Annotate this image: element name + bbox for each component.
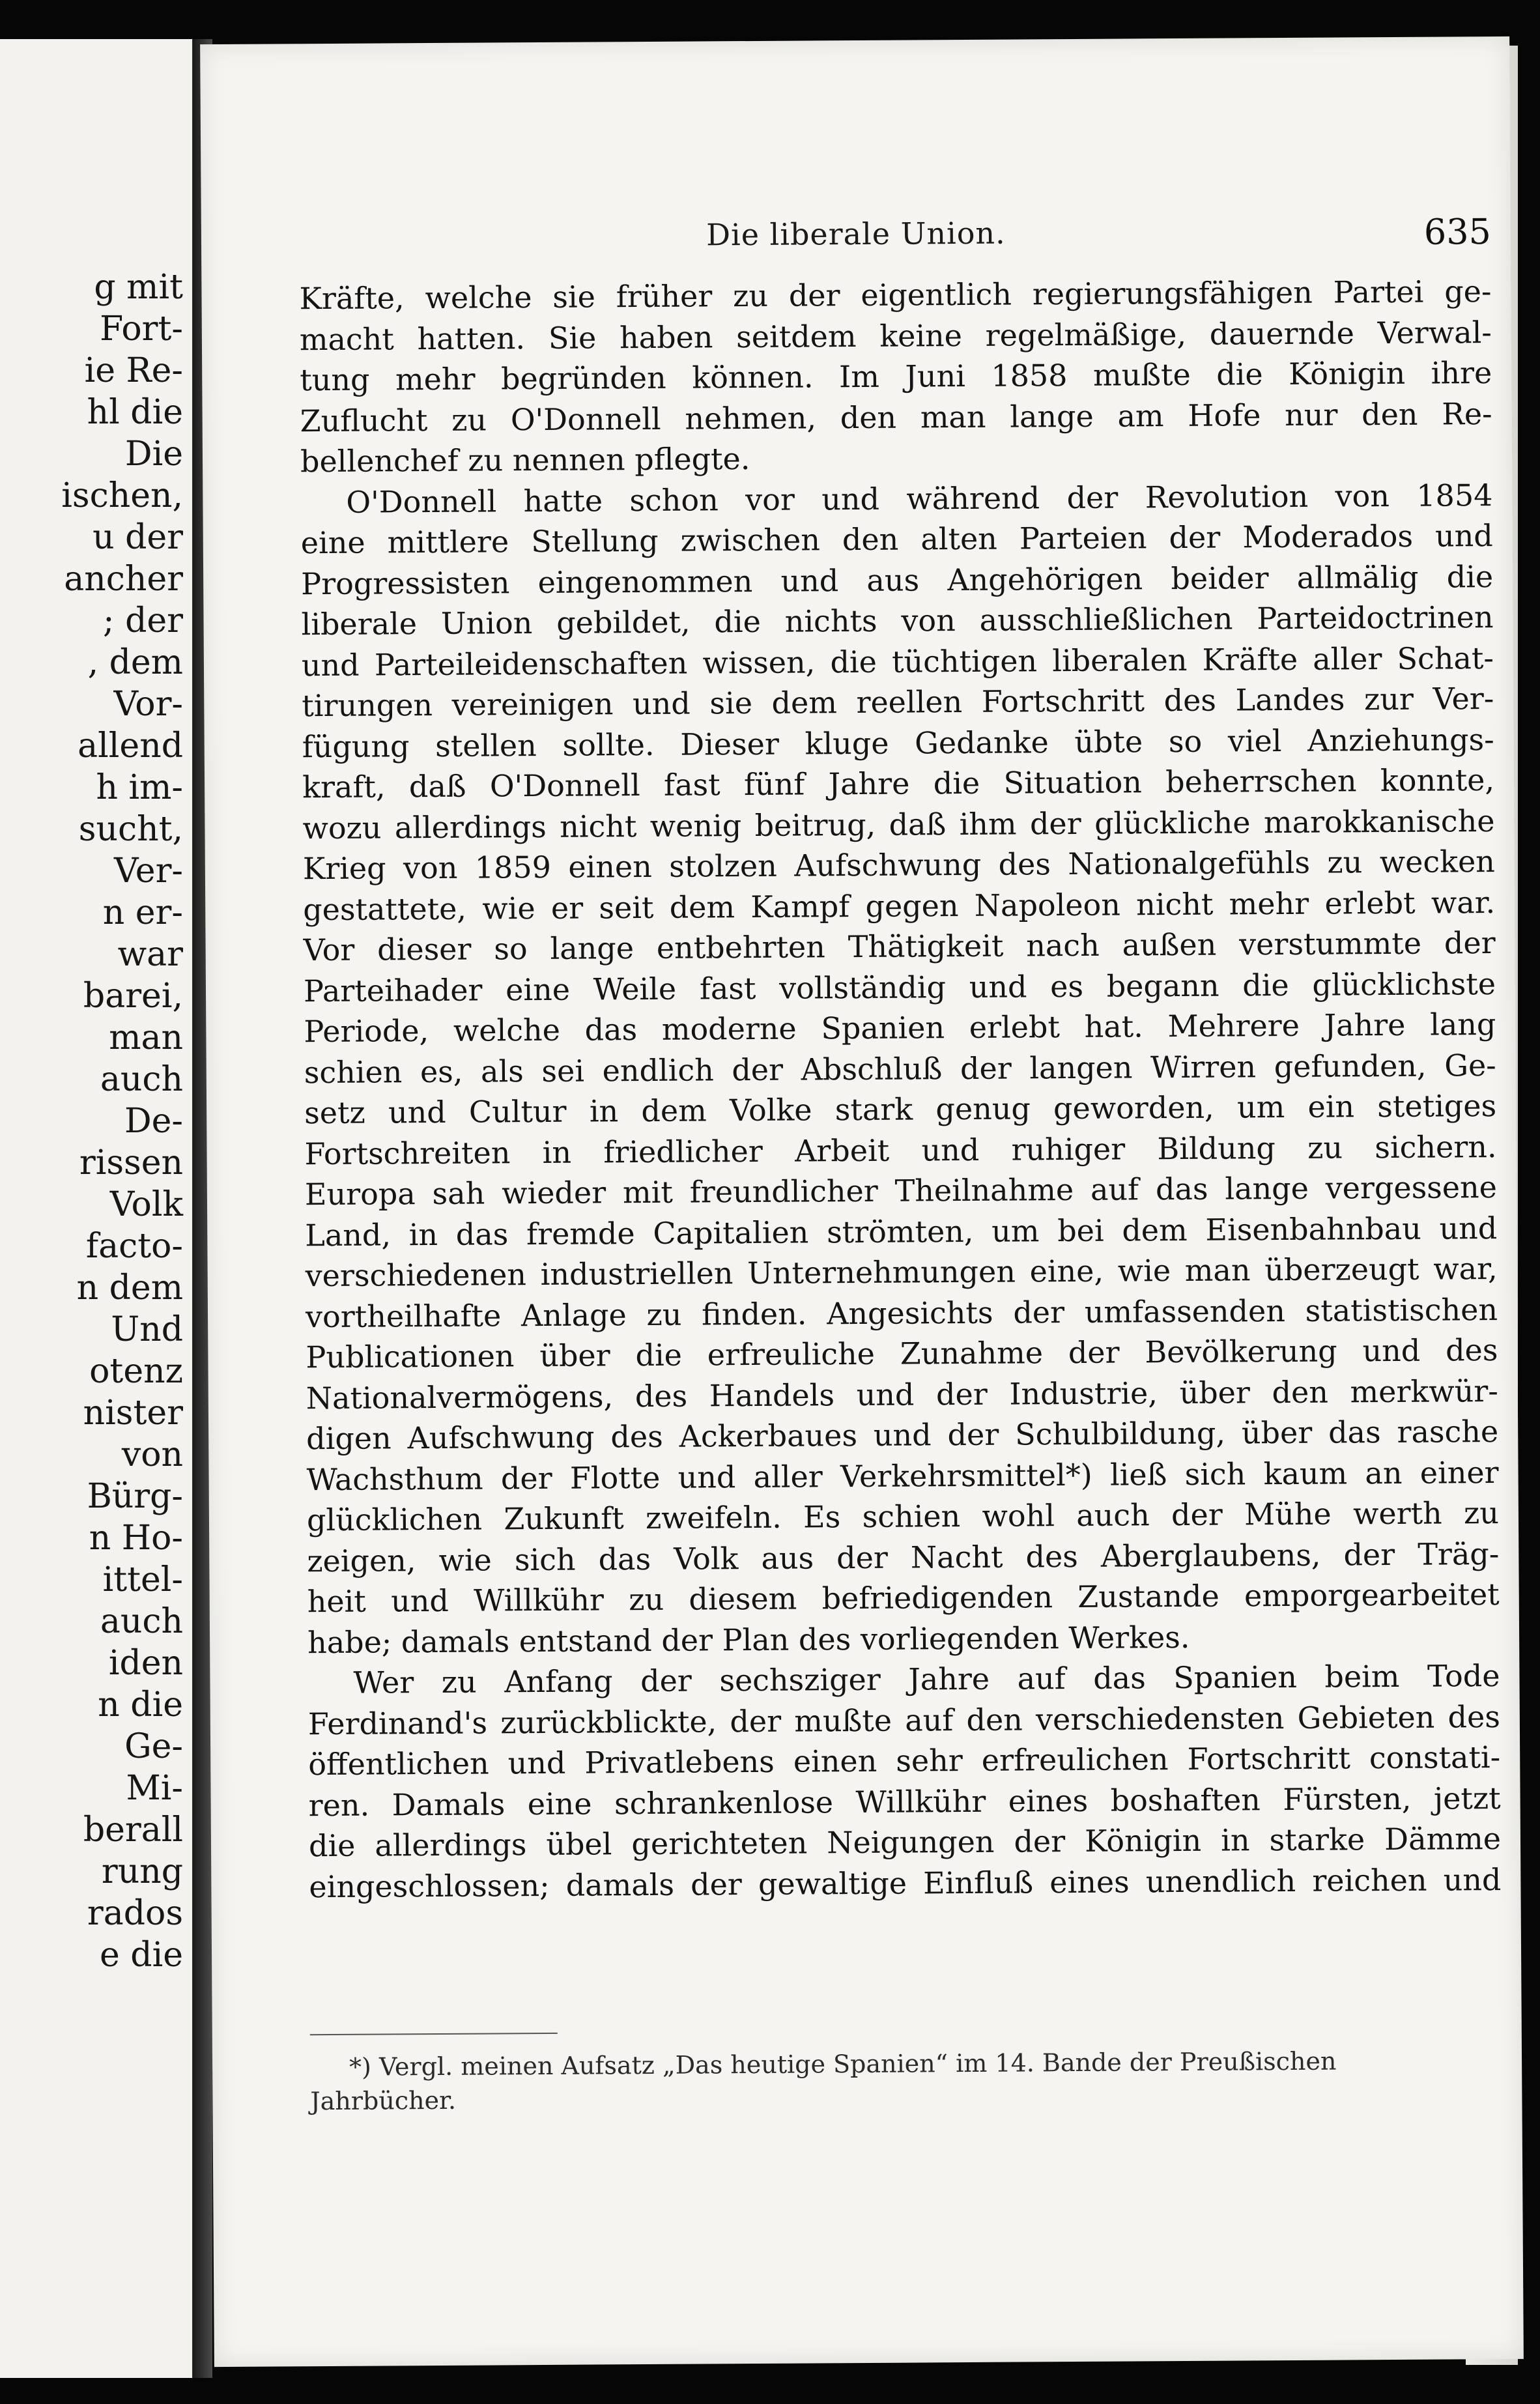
left-page-text-fragment: Bürg- bbox=[87, 1477, 183, 1516]
left-page-text-fragment: e die bbox=[100, 1936, 183, 1975]
left-page-text-fragment: Volk bbox=[109, 1185, 183, 1224]
left-page-text-fragment: auch bbox=[100, 1060, 183, 1099]
left-page-text-fragment: ; der bbox=[103, 601, 183, 640]
left-page-text-fragment: ischen, bbox=[61, 476, 183, 515]
left-page-text-fragment: ittel- bbox=[102, 1560, 183, 1599]
text-line: ren. Damals eine schrankenlose Willkühr eines boshaften Fürsten, jetzt bbox=[308, 1780, 1501, 1823]
left-page-text-fragment: berall bbox=[83, 1810, 183, 1850]
left-page-text-fragment: n er- bbox=[102, 893, 183, 932]
text-line: und Parteileidenschaften wissen, die tüchtigen liberalen Kräfte aller Schat- bbox=[301, 640, 1494, 683]
left-page-text-fragment: n Ho- bbox=[89, 1519, 183, 1558]
text-line: verschiedenen industriellen Unternehmungen eine, wie man überzeugt war, bbox=[305, 1251, 1498, 1294]
text-line: Land, in das fremde Capitalien strömten, um bei dem Eisenbahnbau und bbox=[305, 1210, 1498, 1253]
left-page-text-fragment: von bbox=[121, 1435, 183, 1474]
left-page-text-fragment: sucht, bbox=[78, 810, 183, 849]
text-line: Fortschreiten in friedlicher Arbeit und ruhiger Bildung zu sichern. bbox=[304, 1128, 1497, 1171]
text-line: digen Aufschwung des Ackerbaues und der Schulbildung, über das rasche bbox=[306, 1414, 1499, 1457]
left-page-text-fragment: rados bbox=[87, 1894, 183, 1933]
text-line: Krieg von 1859 einen stolzen Aufschwung des Nationalgefühls zu wecken bbox=[302, 844, 1495, 887]
left-page-text-fragment: n dem bbox=[76, 1268, 183, 1308]
left-page-text-fragment: g mit bbox=[94, 268, 183, 307]
text-line: Ferdinand's zurückblickte, der mußte auf den verschiedensten Gebieten des bbox=[307, 1698, 1501, 1741]
left-page-text-fragment: ancher bbox=[64, 560, 183, 599]
text-line: kraft, daß O'Donnell fast fünf Jahre die Situation beherrschen konnte, bbox=[302, 762, 1495, 805]
text-line: bellenchef zu nennen pflegte. bbox=[300, 441, 750, 479]
text-line: Vor dieser so lange entbehrten Thätigkeit nach außen verstummte der bbox=[303, 925, 1496, 968]
text-line: eine mittlere Stellung zwischen den alten Parteien der Moderados und bbox=[300, 518, 1493, 561]
text-line: habe; damals entstand der Plan des vorliegenden Werkes. bbox=[307, 1619, 1190, 1660]
text-line: tung mehr begründen können. Im Juni 1858 mußte die Königin ihre bbox=[300, 355, 1492, 398]
text-line: Zuflucht zu O'Donnell nehmen, den man lange am Hofe nur den Re- bbox=[300, 395, 1492, 438]
running-head: Die liberale Union. bbox=[706, 215, 1006, 253]
text-line: zeigen, wie sich das Volk aus der Nacht des Aberglaubens, der Träg- bbox=[307, 1536, 1500, 1579]
text-line: Parteihader eine Weile fast vollständig und es begann die glücklichste bbox=[303, 966, 1496, 1009]
text-line: glücklichen Zukunft zweifeln. Es schien wohl auch der Mühe werth zu bbox=[306, 1495, 1500, 1538]
left-page-text-fragment: war bbox=[117, 935, 183, 974]
left-page-text-fragment: Die bbox=[124, 435, 183, 474]
body-text bbox=[299, 271, 1501, 1907]
text-line: macht hatten. Sie haben seitdem keine regelmäßige, dauernde Verwal- bbox=[299, 314, 1492, 357]
text-line: Periode, welche das moderne Spanien erlebt hat. Mehrere Jahre lang bbox=[304, 1007, 1496, 1050]
left-page-text-fragment: n die bbox=[98, 1685, 183, 1724]
book-page bbox=[200, 36, 1524, 2367]
left-page-text-fragment: iden bbox=[108, 1644, 183, 1683]
text-line: heit und Willkühr zu diesem befriedigenden Zustande emporgearbeitet bbox=[307, 1577, 1500, 1620]
text-line: die allerdings übel gerichteten Neigungen der Königin in starke Dämme bbox=[308, 1821, 1502, 1864]
left-page-text-fragment: nister bbox=[83, 1394, 183, 1433]
left-page-text-fragment: allend bbox=[78, 726, 183, 766]
left-page-text-fragment: barei, bbox=[83, 977, 183, 1016]
page-number: 635 bbox=[1423, 211, 1492, 253]
text-line: vortheilhafte Anlage zu finden. Angesichts der umfassenden statistischen bbox=[305, 1291, 1498, 1334]
left-page-text-fragment: , dem bbox=[87, 643, 183, 682]
text-line: Progressisten eingenommen und aus Angehörigen beider allmälig die bbox=[301, 558, 1494, 601]
text-line: öffentlichen und Privatlebens einen sehr erfreulichen Fortschritt constati- bbox=[308, 1739, 1501, 1782]
left-page-text-fragment: u der bbox=[93, 518, 183, 557]
text-line: wozu allerdings nicht wenig beitrug, daß ihm der glückliche marokkanische bbox=[302, 803, 1495, 846]
text-line: eingeschlossen; damals der gewaltige Einfluß eines unendlich reichen und bbox=[309, 1861, 1502, 1904]
text-line: liberale Union gebildet, die nichts von ausschließlichen Parteidoctrinen bbox=[301, 599, 1494, 642]
left-page-text-fragment: man bbox=[109, 1018, 183, 1057]
left-page-text-fragment: facto- bbox=[85, 1227, 183, 1266]
text-line: fügung stellen sollte. Dieser kluge Gedanke übte so viel Anziehungs- bbox=[302, 721, 1494, 764]
left-page-text-fragment: h im- bbox=[96, 768, 183, 807]
footnote-line: Jahrbücher. bbox=[310, 2085, 457, 2116]
left-page-text-fragment: hl die bbox=[87, 393, 183, 432]
left-page-text-fragment: Und bbox=[111, 1310, 183, 1349]
left-page-text-fragment: Fort- bbox=[100, 309, 183, 349]
text-line: schien es, als sei endlich der Abschluß der langen Wirren gefunden, Ge- bbox=[304, 1047, 1496, 1090]
left-page-text-fragment: De- bbox=[124, 1102, 183, 1141]
text-line: Wachsthum der Flotte und aller Verkehrsmittel*) ließ sich kaum an einer bbox=[306, 1454, 1499, 1497]
left-page-text-fragment: rissen bbox=[79, 1143, 183, 1182]
text-line: setz und Cultur in dem Volke stark genug geworden, um ein stetiges bbox=[304, 1088, 1497, 1131]
text-line: Wer zu Anfang der sechsziger Jahre auf das Spanien beim Tode bbox=[353, 1658, 1500, 1700]
left-page-text-fragment: Vor- bbox=[113, 685, 183, 724]
left-page-text-fragment: rung bbox=[101, 1852, 183, 1891]
text-line: tirungen vereinigen und sie dem reellen Fortschritt des Landes zur Ver- bbox=[302, 681, 1494, 724]
left-page-text-fragment: ie Re- bbox=[84, 351, 183, 390]
footnote bbox=[310, 2043, 1503, 2118]
left-page-fragment bbox=[0, 39, 196, 2378]
text-line: O'Donnell hatte schon vor und während der Revolution von 1854 bbox=[346, 477, 1493, 520]
text-line: Europa sah wieder mit freundlicher Theilnahme auf das lange vergessene bbox=[304, 1169, 1498, 1212]
text-line: gestattete, wie er seit dem Kampf gegen Napoleon nicht mehr erlebt war. bbox=[303, 884, 1496, 927]
text-line: Nationalvermögens, des Handels und der Industrie, über den merkwür- bbox=[306, 1373, 1498, 1416]
text-line: Kräfte, welche sie früher zu der eigentlich regierungsfähigen Partei ge- bbox=[299, 274, 1492, 317]
left-page-text-fragment: Ge- bbox=[124, 1727, 183, 1766]
text-line: Publicationen über die erfreuliche Zunahme der Bevölkerung und des bbox=[306, 1332, 1498, 1375]
footnote-rule bbox=[310, 2033, 558, 2035]
left-page-text-fragment: auch bbox=[100, 1602, 183, 1641]
footnote-line: *) Vergl. meinen Aufsatz „Das heutige Spanien“ im 14. Bande der Preußischen bbox=[349, 2046, 1337, 2082]
left-page-text-fragment: Mi- bbox=[126, 1769, 183, 1808]
left-page-text-fragment: Ver- bbox=[114, 851, 183, 891]
left-page-text-fragment: otenz bbox=[89, 1352, 183, 1391]
